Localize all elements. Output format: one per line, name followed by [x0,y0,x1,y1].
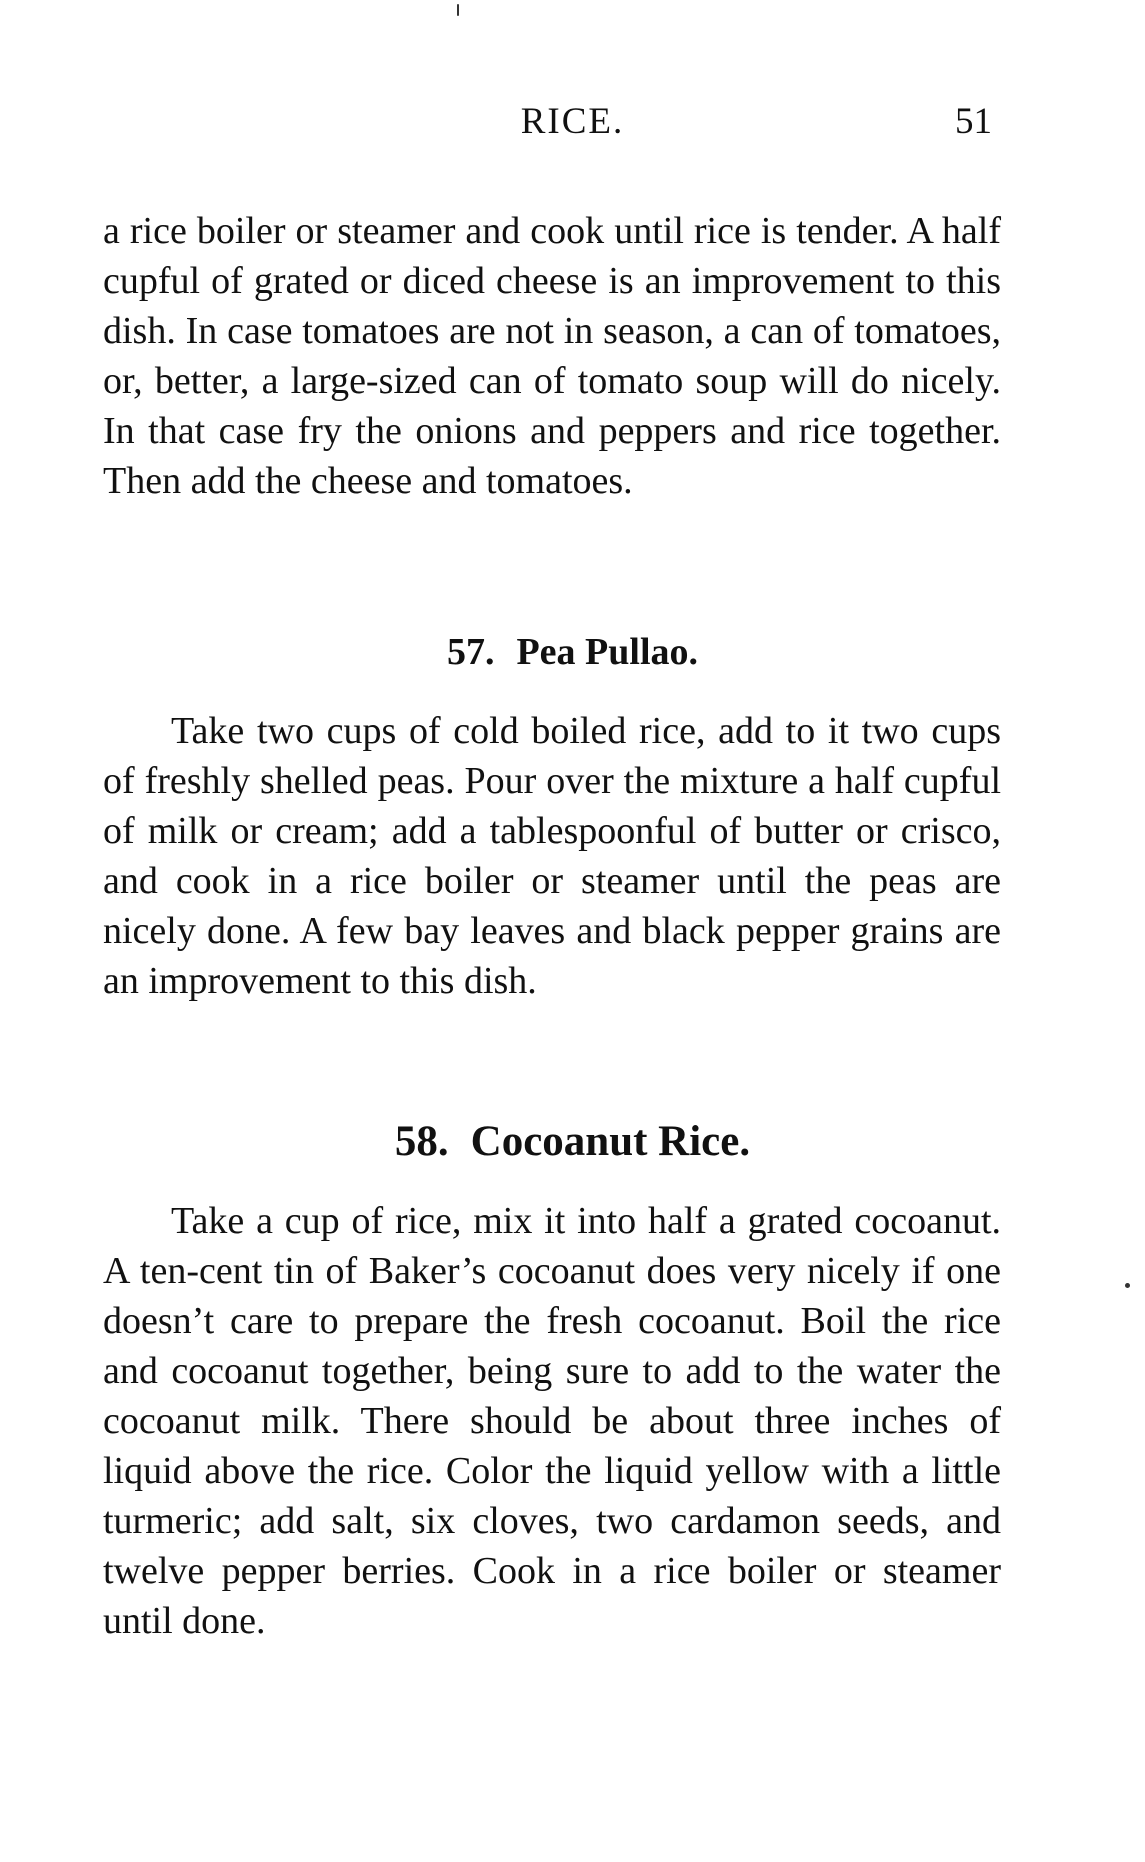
page-number: 51 [955,101,992,142]
recipe-paragraph-57: Take two cups of cold boiled rice, add to it two cups of freshly shelled peas. Pour over the mixture a half cupful of milk or cream; add a tablespoonful of butter or crisco, and cook in a rice boiler or steamer until the peas are nicely done. A few bay leaves and black pepper grains are an improvement to this dish. [103,710,1001,1002]
running-title: RICE. [520,101,625,142]
ink-speck [457,4,459,16]
recipe-title: Pea Pullao. [516,631,699,673]
recipe-heading-58 [0,1117,1145,1166]
recipe-paragraph-58: Take a cup of rice, mix it into half a grated cocoanut. A ten-cent tin of Baker’s cocoanut does very nicely if one doesn’t care to prepare the fresh cocoanut. Boil the rice and cocoanut together, being sure to add to the water the cocoanut milk. There should be about three inches of liquid above the rice. Color the liquid yellow with a little turmeric; add salt, six cloves, two cardamon seeds, and twelve pepper berries. Cook in a rice boiler or steamer until done. [103,1200,1001,1642]
recipe-number: 58. [394,1118,449,1165]
recipe-heading-57 [0,630,1145,674]
continuation-paragraph: a rice boiler or steamer and cook until rice is tender. A half cupful of grated or diced cheese is an improvement to this dish. In case tomatoes are not in season, a can of tomatoes, or, better, a large-sized can of tomato soup will do nicely. In that case fry the onions and peppers and rice together. Then add the cheese and tomatoes. [103,210,1001,502]
recipe-title: Cocoanut Rice. [470,1118,751,1165]
ink-speck [1125,1283,1130,1288]
recipe-number: 57. [446,631,495,673]
